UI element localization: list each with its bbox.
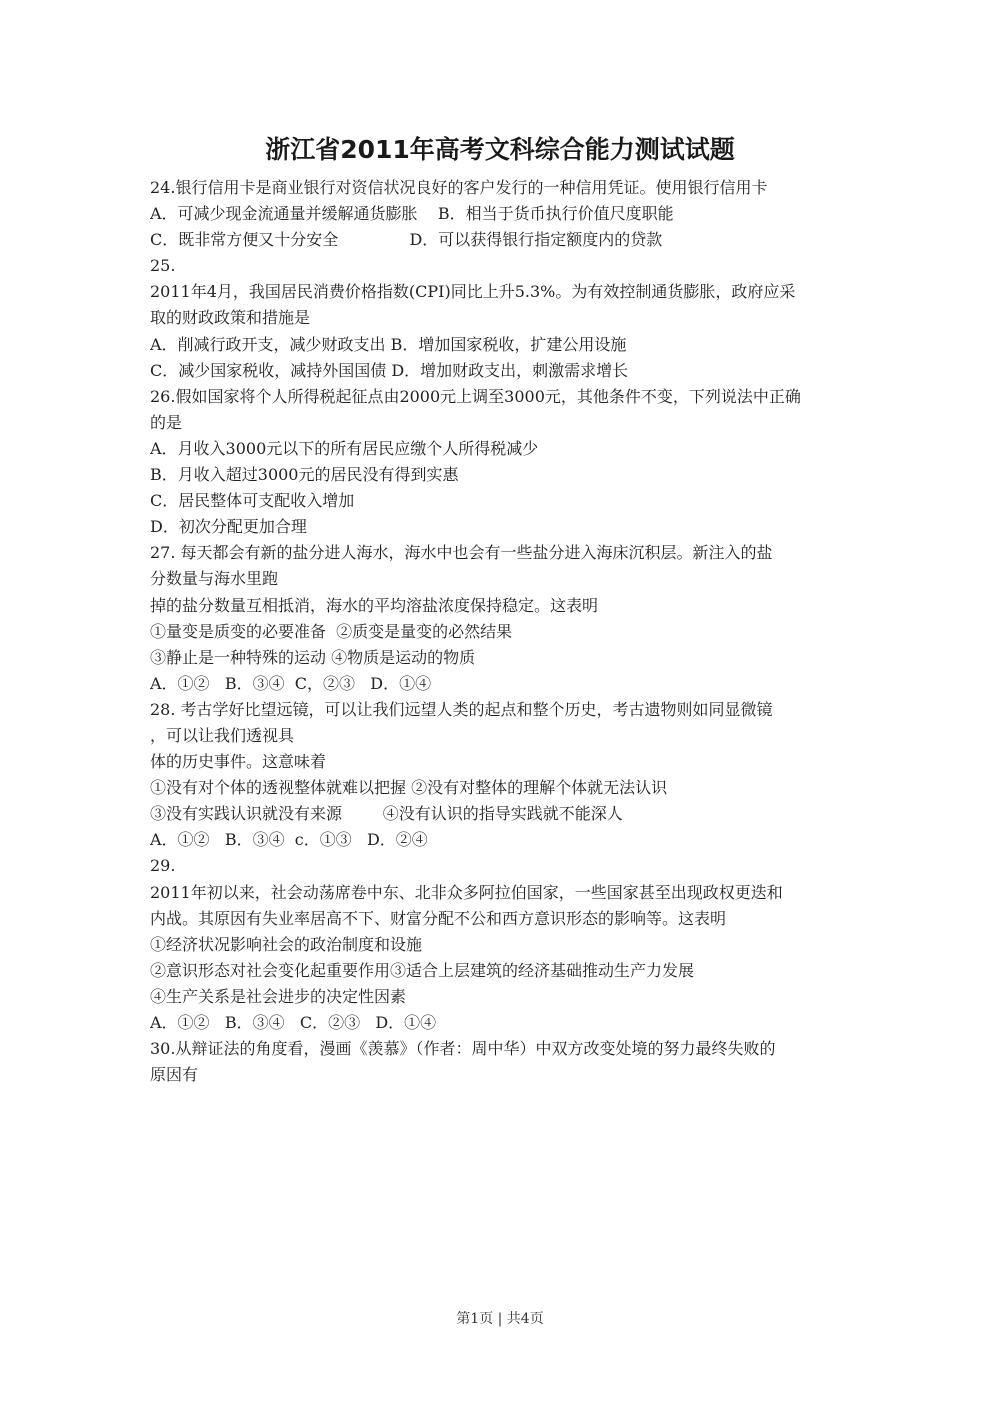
- text-line: C．既非常方便又十分安全 D．可以获得银行指定额度内的贷款: [150, 230, 663, 250]
- text-line: 25.: [150, 256, 176, 276]
- text-line: B．月收入超过3000元的居民没有得到实惠: [150, 465, 459, 485]
- text-line: ③没有实践认识就没有来源 ④没有认识的指导实践就不能深人: [150, 804, 623, 824]
- text-line: ④生产关系是社会进步的决定性因素: [150, 986, 407, 1006]
- text-line: A．可减少现金流通量并缓解通货膨胀 B．相当于货币执行价值尺度职能: [150, 204, 674, 224]
- text-line: 的是: [150, 412, 183, 432]
- text-line: ①量变是质变的必要准备 ②质变是量变的必然结果: [150, 621, 513, 641]
- text-line: C．居民整体可支配收入增加: [150, 491, 355, 511]
- text-line: 原因有: [150, 1065, 199, 1085]
- text-line: A．削减行政开支，减少财政支出 B．增加国家税收，扩建公用设施: [150, 334, 627, 354]
- text-line: 26.假如国家将个人所得税起征点由2000元上调至3000元，其他条件不变，下列说法中正确: [150, 386, 801, 406]
- text-line: A．①② B．③④ c．①③ D．②④: [150, 830, 428, 850]
- text-line: ②意识形态对社会变化起重要作用③适合上层建筑的经济基础推动生产力发展: [150, 960, 695, 980]
- text-line: ③静止是一种特殊的运动 ④物质是运动的物质: [150, 647, 476, 667]
- text-line: ，可以让我们透视具: [150, 725, 295, 745]
- document-body: [150, 175, 850, 1088]
- text-line: 掉的盐分数量互相抵消，海水的平均溶盐浓度保持稳定。这表明: [150, 595, 599, 615]
- text-line: ①经济状况影响社会的政治制度和设施: [150, 934, 423, 954]
- text-line: 27. 每天都会有新的盐分进人海水，海水中也会有一些盐分进入海床沉积层。新注入的盐: [150, 543, 773, 563]
- text-line: A．月收入3000元以下的所有居民应缴个人所得税减少: [150, 438, 539, 458]
- text-line: 2011年初以来，社会动荡席卷中东、北非众多阿拉伯国家，一些国家甚至出现政权更迭和: [150, 882, 783, 902]
- text-line: 30.从辩证法的角度看，漫画《羡慕》（作者：周中华）中双方改变处境的努力最终失败的: [150, 1039, 776, 1059]
- text-line: 内战。其原因有失业率居高不下、财富分配不公和西方意识形态的影响等。这表明: [150, 908, 727, 928]
- text-line: A．①② B．③④ C．②③ D．①④: [150, 1013, 437, 1032]
- text-line: C．减少国家税收，减持外国国债 D．增加财政支出，刺激需求增长: [150, 360, 629, 380]
- text-line: 28. 考古学好比望远镜，可以让我们远望人类的起点和整个历史，考古遗物则如同显微镜: [150, 699, 773, 719]
- text-line: 29.: [150, 856, 176, 876]
- text-line: 24.银行信用卡是商业银行对资信状况良好的客户发行的一种信用凭证。使用银行信用卡: [150, 178, 768, 197]
- page-title: 浙江省2011年高考文科综合能力测试试题: [265, 135, 735, 164]
- text-line: D．初次分配更加合理: [150, 517, 307, 537]
- text-line: A．①② B．③④ C，②③ D．①④: [150, 673, 432, 693]
- page-footer: 第1页 | 共4页: [456, 1311, 544, 1327]
- text-line: 分数量与海水里跑: [150, 569, 279, 589]
- text-line: 取的财政政策和措施是: [150, 308, 311, 328]
- text-line: 2011年4月，我国居民消费价格指数(CPI)同比上升5.3%。为有效控制通货膨胀，政府应采: [150, 282, 796, 302]
- text-line: 体的历史事件。这意味着: [150, 752, 327, 772]
- text-line: ①没有对个体的透视整体就难以把握 ②没有对整体的理解个体就无法认识: [150, 778, 668, 798]
